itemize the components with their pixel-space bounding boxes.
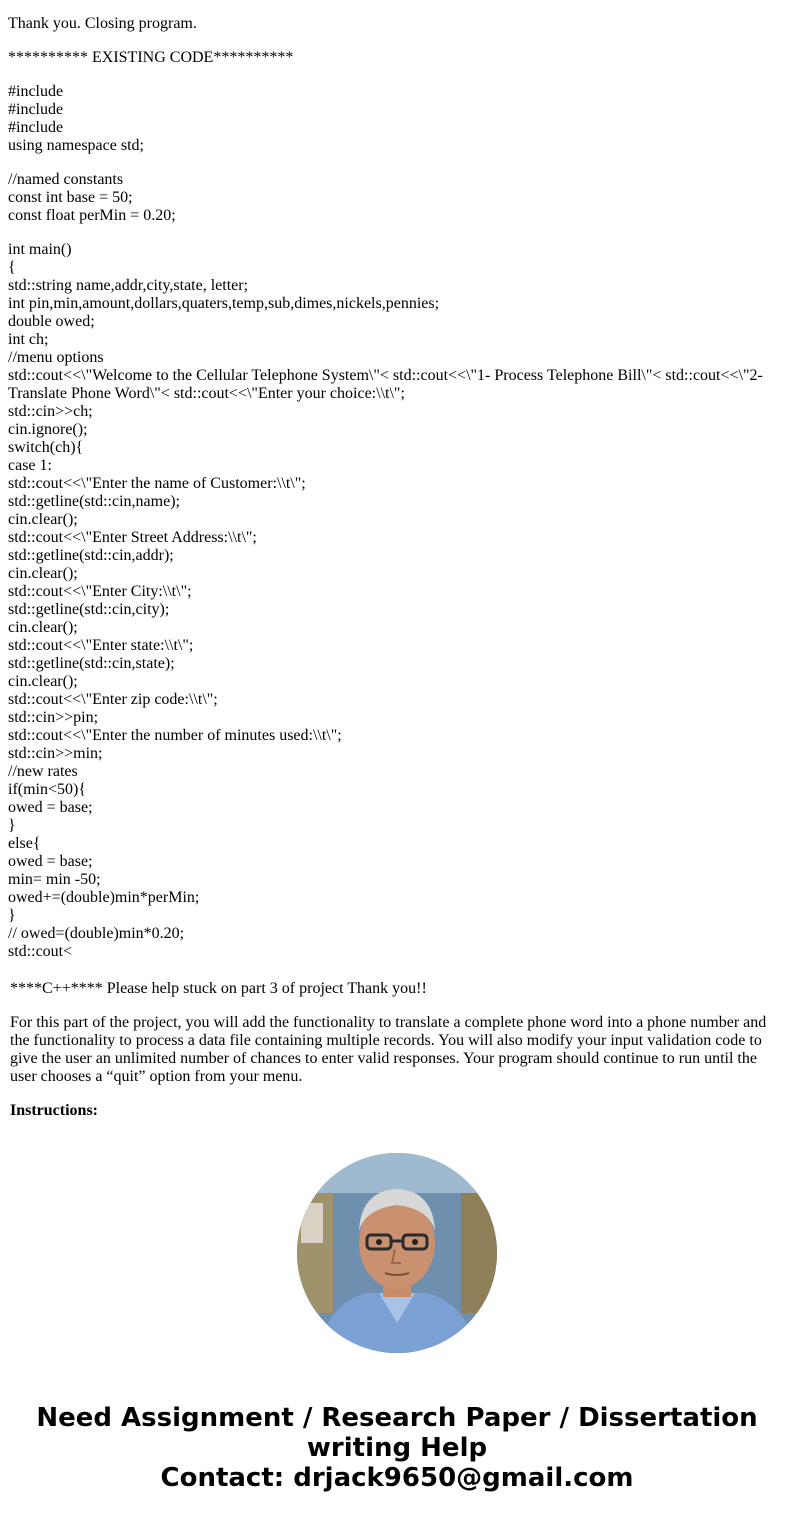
code-line: using namespace std;: [8, 137, 144, 154]
code-line: int pin,min,amount,dollars,quaters,temp,sub,dimes,nickels,pennies;: [8, 295, 440, 312]
code-line: std::cin>>ch;: [8, 403, 93, 420]
code-line: std::cout<<\"Enter City:\\t\";: [8, 583, 192, 600]
author-avatar: [297, 1153, 497, 1353]
code-line: std::getline(std::cin,city);: [8, 601, 170, 618]
code-line: std::cout<<\"Enter state:\\t\";: [8, 637, 194, 654]
code-line: min= min -50;: [8, 871, 101, 888]
question-section: [10, 980, 780, 1136]
code-line: if(min<50){: [8, 781, 87, 798]
promo-banner: [0, 1403, 794, 1493]
code-line: std::cout<<\"Enter the number of minutes used:\\t\";: [8, 727, 342, 744]
promo-line-1: Need Assignment / Research Paper / Dissertation: [36, 1403, 758, 1433]
code-line: std::cout<<\"Enter Street Address:\\t\";: [8, 529, 257, 546]
instructions-label: Instructions:: [10, 1102, 99, 1119]
code-line: std::getline(std::cin,state);: [8, 655, 175, 672]
code-line: cin.clear();: [8, 619, 78, 636]
code-line: int main(): [8, 241, 72, 258]
question-title: ****C++**** Please help stuck on part 3 of project Thank you!!: [10, 980, 427, 997]
constants-block: [8, 171, 778, 225]
code-line: const float perMin = 0.20;: [8, 207, 176, 224]
closing-line: Thank you. Closing program.: [8, 15, 197, 32]
code-line: }: [8, 817, 16, 834]
code-line: owed+=(double)min*perMin;: [8, 889, 200, 906]
code-line: #include: [8, 83, 64, 100]
code-line: std::cout<<\"Enter zip code:\\t\";: [8, 691, 218, 708]
promo-line-2: writing Help: [306, 1433, 488, 1463]
code-line: cin.clear();: [8, 673, 78, 690]
code-line: //named constants: [8, 171, 124, 188]
code-line: int ch;: [8, 331, 49, 348]
code-line: else{: [8, 835, 41, 852]
code-line: cin.clear();: [8, 565, 78, 582]
code-line: //menu options: [8, 349, 104, 366]
code-line: owed = base;: [8, 799, 93, 816]
code-line: switch(ch){: [8, 439, 84, 456]
code-line: std::cout<: [8, 943, 73, 960]
code-line: std::cout<<\"Welcome to the Cellular Telephone System\"< std::cout<<\"1- Process Telephone Bill\"< std::cout<<\"2-Translate Phone Word\"< std::cout<<\"Enter your choice:\\t\";: [8, 367, 763, 402]
code-line: //new rates: [8, 763, 78, 780]
code-line: // owed=(double)min*0.20;: [8, 925, 185, 942]
code-line: cin.clear();: [8, 511, 78, 528]
code-document: [8, 15, 778, 977]
code-line: }: [8, 907, 16, 924]
code-line: {: [8, 259, 16, 276]
question-body: For this part of the project, you will add the functionality to translate a complete phone word into a phone number and the functionality to process a data file containing multiple records. You will also modify your input validation code to give the user an unlimited number of chances to enter valid responses. Your program should continue to run until the user chooses a “quit” option from your menu.: [10, 1014, 767, 1085]
promo-contact: Contact: drjack9650@gmail.com: [160, 1463, 634, 1493]
code-line: std::cout<<\"Enter the name of Customer:\\t\";: [8, 475, 306, 492]
code-line: std::getline(std::cin,name);: [8, 493, 180, 510]
code-line: const int base = 50;: [8, 189, 133, 206]
existing-code-header: ********** EXISTING CODE**********: [8, 49, 294, 66]
avatar-portrait: [297, 1153, 497, 1353]
main-code-block: [8, 241, 778, 961]
code-line: std::string name,addr,city,state, letter;: [8, 277, 249, 294]
code-line: cin.ignore();: [8, 421, 88, 438]
code-line: owed = base;: [8, 853, 93, 870]
code-line: std::getline(std::cin,addr);: [8, 547, 174, 564]
code-line: #include: [8, 119, 64, 136]
code-line: double owed;: [8, 313, 95, 330]
code-line: std::cin>>min;: [8, 745, 103, 762]
code-line: case 1:: [8, 457, 52, 474]
code-line: #include: [8, 101, 64, 118]
includes-block: [8, 83, 778, 155]
code-line: std::cin>>pin;: [8, 709, 99, 726]
